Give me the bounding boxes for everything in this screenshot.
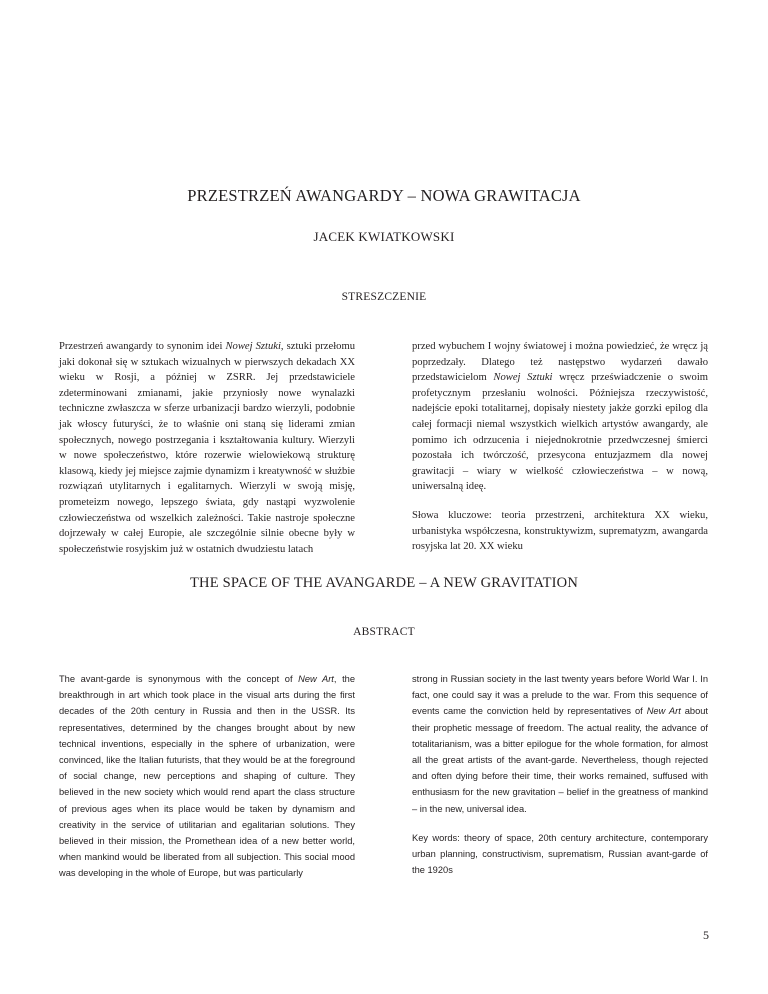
english-abstract-paragraph bbox=[59, 671, 355, 882]
page-number: 5 bbox=[703, 928, 709, 942]
polish-abstract-paragraph-continued bbox=[412, 339, 708, 495]
text-run: , sztuki przełomu jaki dokonał się w sztukach wizualnych w pierwszych dekadach XX wieku w Rosji, a później w ZSRR. Jej przedstawiciele zdeterminowani zmianami, jakie przyniosły nowe wynalazki techniczne zwłaszcza w sferze urbanizacji bardzo wierzyli, podobnie jak włoscy futuryści, że to właśnie oni staną się liderami zmian społecznych, nowego postrzegania i kształtowania kultury. Wierzyli w nowe społeczeństwo, które rozerwie wielowiekową strukturę klasową, kiedy jej miejsce zajmie dynamizm i kreatywność w służbie rozwiązań utylitarnych i egalitarnych. Wierzyli w swoją misję, prometeizm nowego, lepszego świata, gdy nastąpi wyzwolenie człowieczeństwa od wszelkich zależności. Takie nastroje społeczne dojrzewały w całej Europie, ale szczególnie silnie obecne były w społeczeństwie rosyjskim już w ostatnich dwudziestu latach bbox=[59, 341, 355, 555]
polish-abstract-paragraph bbox=[59, 339, 355, 557]
text-run: Przestrzeń awangardy to synonim idei bbox=[59, 341, 226, 352]
text-run: przed wybuchem I wojny światowej i można powiedzieć, że wręcz ją poprzedzały. Dlatego też następstwo wydarzeń dawało przedstawicielom bbox=[412, 341, 708, 384]
english-abstract-paragraph-continued bbox=[412, 671, 708, 817]
polish-title: PRZESTRZEŃ AWANGARDY – NOWA GRAWITACJA bbox=[187, 186, 581, 205]
text-run: , the breakthrough in art which took place in the visual arts during the first decades of the 20th century in Russia and then in the USSR. Its representatives, determined by the changes brought about by new technical inventions, especially in the sphere of urbanization, were convinced, like the Italian futurists, that they would be at the foreground of social change, new perceptions and shaping of culture. They believed in the new society which would rend apart the class structure of previous ages when its place would be taken by dynamism and creativity in the service of utilitarian and egalitarian solutions. They believed in their mission, the Promethean idea of a new better world, when mankind would be liberated from all subjection. This social mood was developing in the whole of Europe, but was particularly bbox=[59, 674, 356, 879]
italic-term: Nowej Sztuki bbox=[493, 372, 553, 384]
english-abstract-left-column bbox=[59, 671, 355, 882]
italic-term: New Art bbox=[646, 706, 681, 717]
english-abstract-heading: ABSTRACT bbox=[353, 626, 415, 638]
english-abstract-right-column bbox=[412, 671, 708, 878]
polish-abstract-right-column bbox=[412, 339, 708, 555]
polish-abstract-left-column bbox=[59, 339, 355, 557]
italic-term: Nowej Sztuki bbox=[225, 341, 281, 352]
polish-abstract-heading: STRESZCZENIE bbox=[341, 291, 427, 303]
text-run: The avant-garde is synonymous with the concept of bbox=[59, 674, 299, 684]
text-run: strong in Russian society in the last twenty years before World War I. In fact, one could say it was a prelude to the war. From this sequence of events came the conviction held by representatives of bbox=[412, 674, 708, 717]
author-name: JACEK KWIATKOWSKI bbox=[313, 229, 455, 244]
polish-keywords: Słowa kluczowe: teoria przestrzeni, architektura XX wieku, urbanistyka współczesna, konstruktywizm, suprematyzm, awangarda rosyjska lat 20. XX wieku bbox=[412, 509, 708, 553]
text-run: wręcz przeświadczenie o swoim profetycznym przesłaniu wolności. Późniejsza rzeczywistość, nadejście epoki totalitarnej, dopisały niestety jakże gorzki epilog dla całej formacji niemal wszystkich wielkich artystów awangardy, ale pomimo ich odrzucenia i niejednokrotnie przedwczesnej śmierci pozostała ich twórczość, przesycona entuzjazmem dla nowej grawitacji – wiary w wielkość człowieczeństwa – w nową, uniwersalną ideę. bbox=[412, 372, 709, 493]
english-keywords: Key words: theory of space, 20th century architecture, contemporary urban planning, constructivism, suprematism, Russian avant-garde of the 1920s bbox=[412, 832, 708, 876]
text-run: about their prophetic message of freedom. The actual reality, the advance of totalitarianism, was a bitter epilogue for the whole formation, for almost all the great artists of the avant-garde. Nevertheless, though rejected and often dying before their time, their works remained, suffused with enthusiasm for the new gravitation – belief in the greatness of mankind – in the new, universal idea. bbox=[412, 706, 709, 814]
italic-term: New Art bbox=[298, 674, 334, 684]
english-title: THE SPACE OF THE AVANGARDE – A NEW GRAVITATION bbox=[189, 575, 579, 591]
